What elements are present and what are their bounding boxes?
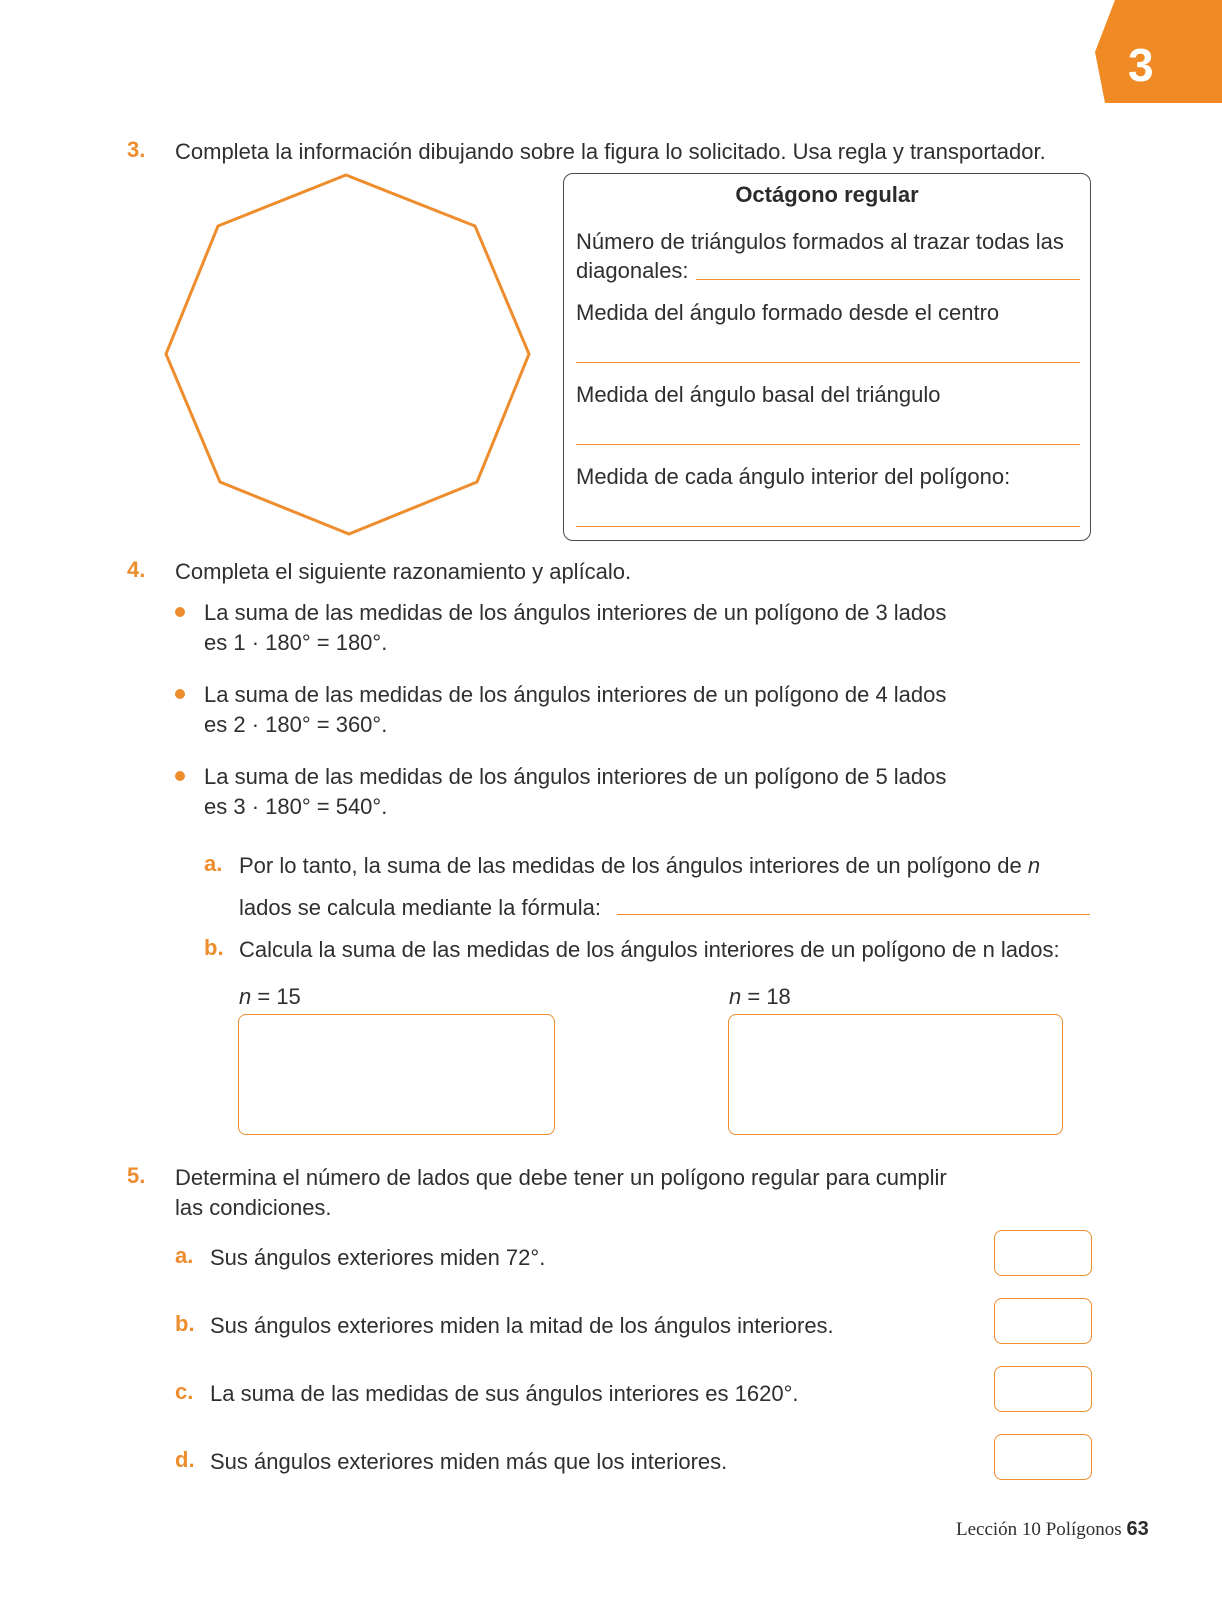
item-5c-answer-box[interactable]: [994, 1366, 1092, 1412]
item-4a-line1: Por lo tanto, la suma de las medidas de los ángulos interiores de un polígono de n: [239, 853, 1041, 878]
item-5a-text: Sus ángulos exteriores miden 72°.: [210, 1245, 546, 1270]
n15-label: n = 15: [239, 984, 301, 1009]
item-4b-text: Calcula la suma de las medidas de los ángulos interiores de un polígono de n lados:: [239, 937, 1060, 962]
answer-line-center-angle[interactable]: [576, 362, 1080, 363]
octagon-figure: [160, 170, 540, 540]
panel-q3: Medida del ángulo basal del triángulo: [576, 382, 941, 407]
bullet-1-line2: es 1 · 180° = 180°.: [204, 630, 388, 655]
item-5b-text: Sus ángulos exteriores miden la mitad de los ángulos interiores.: [210, 1313, 834, 1338]
item-5a-answer-box[interactable]: [994, 1230, 1092, 1276]
exercise-3-instruction: Completa la información dibujando sobre la figura lo solicitado. Usa regla y transportador.: [175, 139, 1046, 164]
item-5b-answer-box[interactable]: [994, 1298, 1092, 1344]
item-4b-letter: b.: [204, 935, 224, 960]
bullet-dot: [175, 771, 185, 781]
bullet-dot: [175, 607, 185, 617]
footer-topic: Polígonos: [1045, 1519, 1122, 1540]
formula-answer-line[interactable]: [617, 914, 1090, 915]
exercise-4-instruction: Completa el siguiente razonamiento y aplícalo.: [175, 559, 632, 584]
page-number: 63: [1126, 1518, 1149, 1540]
panel-q4: Medida de cada ángulo interior del polígono:: [576, 464, 1011, 489]
item-4a-line2: lados se calcula mediante la fórmula:: [239, 895, 601, 920]
exercise-5-instruction-line1: Determina el número de lados que debe tener un polígono regular para cumplir: [175, 1165, 947, 1190]
answer-line-triangles[interactable]: [696, 279, 1080, 280]
item-5d-answer-box[interactable]: [994, 1434, 1092, 1480]
panel-title: Octágono regular: [735, 182, 919, 207]
page-footer: [956, 1518, 1149, 1541]
n15-answer-box[interactable]: [238, 1014, 555, 1135]
bullet-dot: [175, 689, 185, 699]
item-5d-letter: d.: [175, 1447, 195, 1472]
unit-tab-shape: [1095, 0, 1222, 103]
exercise-3-number: 3.: [127, 137, 146, 162]
bullet-3-line1: La suma de las medidas de los ángulos interiores de un polígono de 5 lados: [204, 764, 947, 789]
item-5c-text: La suma de las medidas de sus ángulos interiores es 1620°.: [210, 1381, 799, 1406]
exercise-5-instruction-line2: las condiciones.: [175, 1195, 332, 1220]
octagon-info-panel: [563, 173, 1091, 541]
exercise-5-number: 5.: [127, 1163, 146, 1188]
item-5b-letter: b.: [175, 1311, 195, 1336]
bullet-3-line2: es 3 · 180° = 540°.: [204, 794, 388, 819]
item-5a-letter: a.: [175, 1243, 194, 1268]
n18-answer-box[interactable]: [728, 1014, 1063, 1135]
answer-line-interior-angle[interactable]: [576, 526, 1080, 527]
item-5c-letter: c.: [175, 1379, 194, 1404]
answer-line-base-angle[interactable]: [576, 444, 1080, 445]
item-5d-text: Sus ángulos exteriores miden más que los interiores.: [210, 1449, 728, 1474]
footer-lesson: Lección 10: [956, 1519, 1041, 1540]
panel-q2: Medida del ángulo formado desde el centro: [576, 300, 1000, 325]
bullet-1-line1: La suma de las medidas de los ángulos interiores de un polígono de 3 lados: [204, 600, 947, 625]
exercise-4-number: 4.: [127, 557, 146, 582]
bullet-2-line2: es 2 · 180° = 360°.: [204, 712, 388, 737]
unit-number: 3: [1128, 39, 1154, 91]
item-4a-letter: a.: [204, 851, 223, 876]
n18-label: n = 18: [729, 984, 791, 1009]
bullet-2-line1: La suma de las medidas de los ángulos interiores de un polígono de 4 lados: [204, 682, 947, 707]
panel-q1-line1: Número de triángulos formados al trazar todas las: [576, 229, 1064, 254]
panel-q1-line2: diagonales:: [576, 258, 689, 283]
